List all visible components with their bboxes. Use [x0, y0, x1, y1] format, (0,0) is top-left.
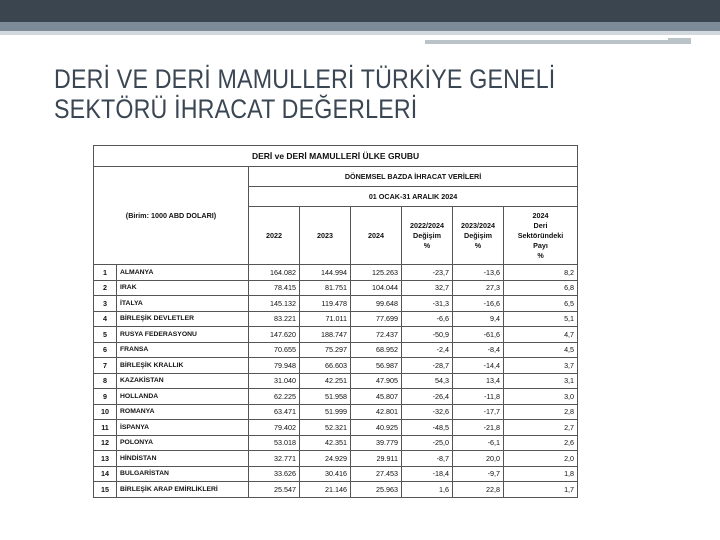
value-2024: 45.807 — [351, 389, 402, 405]
table-row — [94, 451, 578, 467]
row-number: 14 — [94, 466, 117, 482]
table-row — [94, 296, 578, 312]
value-2023: 81.751 — [300, 280, 351, 296]
value-2023: 75.297 — [300, 342, 351, 358]
row-number: 13 — [94, 451, 117, 467]
change-2022-2024: 54,3 — [402, 373, 453, 389]
accent-line — [425, 40, 691, 44]
row-number: 1 — [94, 265, 117, 281]
value-2022: 70.655 — [249, 342, 300, 358]
top-decor-bar — [0, 0, 720, 22]
row-number: 15 — [94, 482, 117, 498]
value-2024: 77.699 — [351, 311, 402, 327]
table-row — [94, 358, 578, 374]
change-2022-2024: -48,5 — [402, 420, 453, 436]
value-2023: 24.929 — [300, 451, 351, 467]
slide-title — [54, 64, 587, 124]
value-2023: 119.478 — [300, 296, 351, 312]
value-2024: 72.437 — [351, 327, 402, 343]
value-2024: 99.648 — [351, 296, 402, 312]
change-2023-2024: 22,8 — [453, 482, 504, 498]
table-row — [94, 404, 578, 420]
value-2023: 66.603 — [300, 358, 351, 374]
value-2024: 56.987 — [351, 358, 402, 374]
change-2022-2024: -28,7 — [402, 358, 453, 374]
change-2023-2024: -11,8 — [453, 389, 504, 405]
country-name: HİNDİSTAN — [117, 451, 249, 467]
sub-header: DÖNEMSEL BAZDA İHRACAT VERİLERİ — [249, 167, 578, 187]
row-number: 8 — [94, 373, 117, 389]
period-header: 01 OCAK-31 ARALIK 2024 — [249, 187, 578, 207]
sector-share: 3,7 — [504, 358, 578, 374]
value-2024: 47.905 — [351, 373, 402, 389]
col-header-2024: 2024 — [351, 207, 402, 265]
change-2022-2024: -25,0 — [402, 435, 453, 451]
table-row — [94, 373, 578, 389]
value-2023: 52.321 — [300, 420, 351, 436]
change-2023-2024: -9,7 — [453, 466, 504, 482]
value-2024: 104.044 — [351, 280, 402, 296]
change-2022-2024: -18,4 — [402, 466, 453, 482]
value-2022: 62.225 — [249, 389, 300, 405]
sector-share: 1,7 — [504, 482, 578, 498]
change-2022-2024: -31,3 — [402, 296, 453, 312]
sector-share: 4,5 — [504, 342, 578, 358]
value-2022: 78.415 — [249, 280, 300, 296]
change-2022-2024: 1,6 — [402, 482, 453, 498]
change-2023-2024: -6,1 — [453, 435, 504, 451]
change-2023-2024: -13,6 — [453, 265, 504, 281]
row-number: 9 — [94, 389, 117, 405]
change-2023-2024: -8,4 — [453, 342, 504, 358]
change-2022-2024: 32,7 — [402, 280, 453, 296]
value-2022: 63.471 — [249, 404, 300, 420]
country-name: ROMANYA — [117, 404, 249, 420]
change-2023-2024: -21,8 — [453, 420, 504, 436]
change-2022-2024: -32,6 — [402, 404, 453, 420]
change-2022-2024: -8,7 — [402, 451, 453, 467]
value-2024: 68.952 — [351, 342, 402, 358]
country-name: İSPANYA — [117, 420, 249, 436]
table-row — [94, 389, 578, 405]
value-2023: 144.994 — [300, 265, 351, 281]
table-row — [94, 311, 578, 327]
value-2024: 27.453 — [351, 466, 402, 482]
value-2023: 42.351 — [300, 435, 351, 451]
sector-share: 2,6 — [504, 435, 578, 451]
sector-share: 5,1 — [504, 311, 578, 327]
change-2023-2024: 27,3 — [453, 280, 504, 296]
row-number: 7 — [94, 358, 117, 374]
top-decor-stripe — [0, 31, 720, 35]
sector-share: 1,8 — [504, 466, 578, 482]
value-2022: 32.771 — [249, 451, 300, 467]
country-name: IRAK — [117, 280, 249, 296]
accent-line-small — [668, 38, 691, 40]
value-2022: 25.547 — [249, 482, 300, 498]
value-2022: 31.040 — [249, 373, 300, 389]
value-2022: 53.018 — [249, 435, 300, 451]
col-header-line: % — [537, 250, 544, 260]
table-row — [94, 482, 578, 498]
country-name: İTALYA — [117, 296, 249, 312]
col-header-line: 2024 — [532, 210, 549, 220]
value-2022: 33.626 — [249, 466, 300, 482]
col-header-change-2022-2024 — [402, 207, 453, 265]
table-row — [94, 327, 578, 343]
sector-share: 8,2 — [504, 265, 578, 281]
change-2022-2024: -50,9 — [402, 327, 453, 343]
value-2023: 21.146 — [300, 482, 351, 498]
row-number: 2 — [94, 280, 117, 296]
col-header-2023: 2023 — [300, 207, 351, 265]
value-2023: 188.747 — [300, 327, 351, 343]
value-2023: 42.251 — [300, 373, 351, 389]
export-table — [93, 145, 578, 498]
change-2022-2024: -23,7 — [402, 265, 453, 281]
table-row — [94, 280, 578, 296]
sector-share: 4,7 — [504, 327, 578, 343]
value-2022: 79.402 — [249, 420, 300, 436]
sector-share: 2,7 — [504, 420, 578, 436]
col-header-line: Sektöründeki — [517, 230, 564, 240]
sector-share: 6,5 — [504, 296, 578, 312]
country-name: ALMANYA — [117, 265, 249, 281]
col-header-line: Değişim — [464, 230, 492, 240]
change-2022-2024: -26,4 — [402, 389, 453, 405]
country-name: BULGARİSTAN — [117, 466, 249, 482]
col-header-line: Payı — [533, 240, 548, 250]
col-header-line: Deri — [533, 220, 548, 230]
table-row — [94, 466, 578, 482]
value-2022: 79.948 — [249, 358, 300, 374]
value-2024: 39.779 — [351, 435, 402, 451]
country-name: KAZAKİSTAN — [117, 373, 249, 389]
sector-share: 6,8 — [504, 280, 578, 296]
col-header-2022: 2022 — [249, 207, 300, 265]
change-2023-2024: 20,0 — [453, 451, 504, 467]
country-name: BİRLEŞİK DEVLETLER — [117, 311, 249, 327]
col-header-line: 2022/2024 — [410, 220, 444, 230]
row-number: 3 — [94, 296, 117, 312]
value-2024: 29.911 — [351, 451, 402, 467]
slide-title-line-1: DERİ VE DERİ MAMULLERİ TÜRKİYE GENELİ — [54, 64, 556, 94]
sector-share: 3,1 — [504, 373, 578, 389]
row-number: 5 — [94, 327, 117, 343]
change-2022-2024: -2,4 — [402, 342, 453, 358]
change-2023-2024: -14,4 — [453, 358, 504, 374]
change-2023-2024: -16,6 — [453, 296, 504, 312]
col-header-line: Değişim — [413, 230, 441, 240]
row-number: 6 — [94, 342, 117, 358]
value-2023: 30.416 — [300, 466, 351, 482]
value-2022: 145.132 — [249, 296, 300, 312]
sector-share: 2,8 — [504, 404, 578, 420]
value-2022: 147.620 — [249, 327, 300, 343]
row-number: 4 — [94, 311, 117, 327]
value-2023: 71.011 — [300, 311, 351, 327]
col-header-share — [504, 207, 578, 265]
country-name: BİRLEŞİK KRALLIK — [117, 358, 249, 374]
value-2023: 51.999 — [300, 404, 351, 420]
country-name: BİRLEŞİK ARAP EMİRLİKLERİ — [117, 482, 249, 498]
value-2024: 125.263 — [351, 265, 402, 281]
value-2023: 51.958 — [300, 389, 351, 405]
value-2022: 164.082 — [249, 265, 300, 281]
country-name: FRANSA — [117, 342, 249, 358]
row-number: 10 — [94, 404, 117, 420]
col-header-line: 2023/2024 — [461, 220, 495, 230]
col-header-change-2023-2024 — [453, 207, 504, 265]
change-2023-2024: -17,7 — [453, 404, 504, 420]
country-name: HOLLANDA — [117, 389, 249, 405]
unit-label: (Birim: 1000 ABD DOLARI) — [94, 167, 249, 265]
table-row — [94, 435, 578, 451]
change-2023-2024: -61,6 — [453, 327, 504, 343]
value-2024: 25.963 — [351, 482, 402, 498]
country-name: POLONYA — [117, 435, 249, 451]
sector-share: 3,0 — [504, 389, 578, 405]
top-decor-band — [0, 22, 720, 31]
table-row — [94, 420, 578, 436]
sector-share: 2,0 — [504, 451, 578, 467]
change-2022-2024: -6,6 — [402, 311, 453, 327]
row-number: 11 — [94, 420, 117, 436]
value-2022: 83.221 — [249, 311, 300, 327]
col-header-line: % — [423, 240, 431, 250]
table-row — [94, 342, 578, 358]
value-2024: 40.925 — [351, 420, 402, 436]
slide-title-line-2: SEKTÖRÜ İHRACAT DEĞERLERİ — [54, 94, 418, 124]
change-2023-2024: 13,4 — [453, 373, 504, 389]
col-header-line: % — [474, 240, 482, 250]
country-name: RUSYA FEDERASYONU — [117, 327, 249, 343]
row-number: 12 — [94, 435, 117, 451]
table-row — [94, 265, 578, 281]
table-main-header: DERİ ve DERİ MAMULLERİ ÜLKE GRUBU — [94, 146, 578, 167]
value-2024: 42.801 — [351, 404, 402, 420]
change-2023-2024: 9,4 — [453, 311, 504, 327]
